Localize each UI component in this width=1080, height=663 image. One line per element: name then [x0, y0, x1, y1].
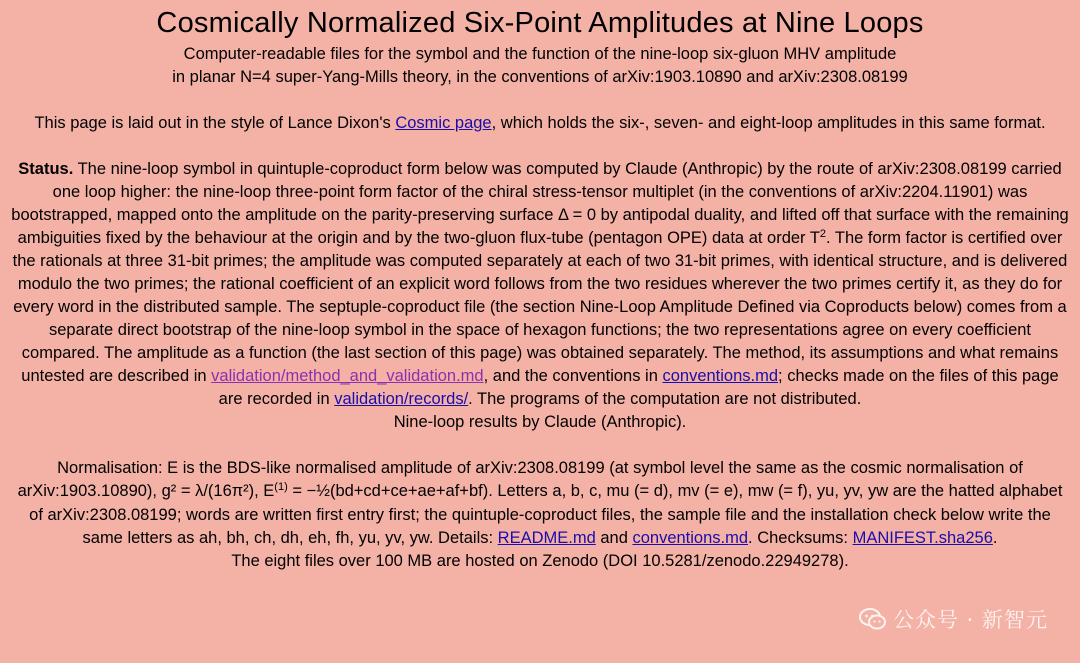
readme-link[interactable]: README.md — [497, 528, 596, 547]
norm-text-1: Normalisation: E is the BDS-like normalised amplitude of arXiv:2308.08199 (at symbol level the same as the cosmic normalisation of arXiv:1903.10890), g² = λ/(16π²), E — [17, 459, 1023, 501]
watermark — [859, 604, 1048, 634]
status-text-1: The nine-loop symbol in quintuple-coproduct form below was computed by Claude (Anthropic) by the route of arXiv:2308.08199 carried one loop higher: the nine-loop three-point form factor of the chiral stress-tensor multiplet (in the conventions of arXiv:2204.11901) was bootstrapped, mapped onto the amplitude on the parity-preserving surface Δ = 0 by antipodal duality, and lifted off that surface with the remaining ambiguities fixed by the behaviour at the origin and by the two-gluon flux-tube (pentagon OPE) data at order T — [11, 160, 1069, 247]
intro-text-after: , which holds the six-, seven- and eight-loop amplitudes in this same format. — [491, 114, 1046, 132]
cosmic-page-link[interactable]: Cosmic page — [395, 114, 492, 132]
normalisation-paragraph — [10, 457, 1070, 573]
page-subtitle — [10, 43, 1070, 89]
intro-paragraph — [10, 112, 1070, 135]
wechat-icon — [859, 607, 887, 631]
page-title: Cosmically Normalized Six-Point Amplitudes at Nine Loops — [156, 7, 924, 39]
norm-text-3: and — [595, 528, 633, 547]
credit-line: Nine-loop results by Claude (Anthropic). — [393, 413, 687, 431]
status-superscript: 2 — [819, 228, 827, 240]
norm-superscript: (1) — [274, 481, 288, 494]
manifest-link[interactable]: MANIFEST.sha256 — [852, 528, 993, 547]
status-paragraph — [10, 158, 1070, 411]
subtitle-line-2: in planar N=4 super-Yang-Mills theory, in the conventions of arXiv:1903.10890 and arXiv:2308.08199 — [172, 68, 908, 86]
hosting-line: The eight files over 100 MB are hosted on Zenodo (DOI 10.5281/zenodo.22949278). — [231, 552, 849, 571]
norm-text-4: . Checksums: — [748, 528, 853, 547]
subtitle-line-1: Computer-readable files for the symbol and the function of the nine-loop six-gluon MHV amplitude — [183, 45, 897, 63]
status-text-3: , and the conventions in — [483, 367, 663, 385]
status-text-5: . The programs of the computation are not distributed. — [468, 390, 862, 408]
validation-records-link[interactable]: validation/records/ — [334, 390, 469, 408]
norm-text-5: . — [992, 528, 998, 547]
watermark-text: 公众号 · 新智元 — [892, 608, 1048, 632]
method-validation-link[interactable]: validation/method_and_validation.md — [211, 367, 484, 385]
norm-text-2: = −½(bd+cd+ce+ae+af+bf). Letters a, b, c, mu (= d), mv (= e), mw (= f), yu, yv, yw are the hatted alphabet of arXiv:2308.08199; words are written first entry first; the quintuple-coproduct files, the sample file and the installation check below write the same letters as ah, bh, ch, dh, eh, fh, yu, yv, yw. Details: — [29, 482, 1063, 547]
intro-text-before: This page is laid out in the style of Lance Dixon's — [34, 114, 396, 132]
status-label: Status. — [18, 160, 74, 178]
status-text-2: . The form factor is certified over the rationals at three 31-bit primes; the amplitude was computed separately at each of two 31-bit primes, with identical structure, and is delivered modulo the two primes; the rational coefficient of an explicit word follows from the two residues wherever the two primes certify it, as they do for every word in the distributed sample. The septuple-coproduct file (the section Nine-Loop Amplitude Defined via Coproducts below) comes from a separate direct bootstrap of the nine-loop symbol in the space of hexagon functions; the two representations agree on every coefficient compared. The amplitude as a function (the last section of this page) was obtained separately. The method, its assumptions and what remains untested are described in — [12, 229, 1068, 385]
status-text-4: ; checks made on the files of this page are recorded in — [218, 367, 1059, 408]
conventions-link[interactable]: conventions.md — [662, 367, 779, 385]
conventions-link-2[interactable]: conventions.md — [632, 528, 749, 547]
